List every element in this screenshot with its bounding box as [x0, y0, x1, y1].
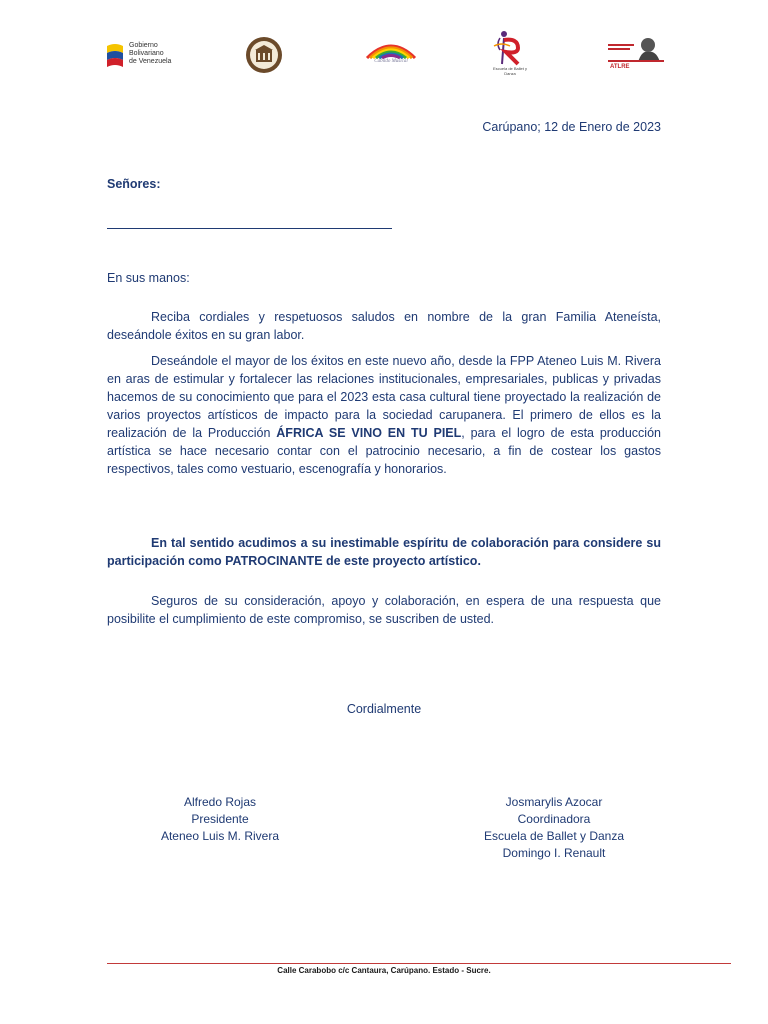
- rainbow-arc-icon: [365, 38, 417, 60]
- paragraph-greeting: Reciba cordiales y respetuosos saludos en nombre de la gran Familia Ateneísta, deseándole éxitos en su gran labor.: [107, 310, 661, 342]
- salutation: Señores:: [107, 177, 161, 191]
- ateneo-logo: [608, 36, 664, 76]
- gobierno-text-line3: de Venezuela: [129, 58, 172, 65]
- signer-org: Escuela de Ballet y Danza: [483, 829, 625, 843]
- letter-date: Carúpano; 12 de Enero de 2023: [482, 120, 661, 134]
- cabildo-logo-text: Cabildo Musical: [374, 59, 408, 64]
- signer-name: Josmarylis Azocar: [505, 795, 603, 809]
- footer-rule: [107, 963, 731, 964]
- gobierno-bolivariano-logo: [105, 40, 175, 74]
- signer-name: Alfredo Rojas: [183, 795, 257, 809]
- gobierno-text-line1: Gobierno: [129, 42, 158, 49]
- paragraph-project: [107, 352, 661, 478]
- production-title: ÁFRICA SE VINO EN TU PIEL: [276, 426, 462, 440]
- footer-address: Calle Carabobo c/c Cantaura, Carúpano. Estado - Sucre.: [277, 966, 491, 975]
- header-logos: [100, 30, 665, 85]
- closing: Cordialmente: [346, 702, 422, 716]
- signer-org-line2: Domingo I. Renault: [502, 846, 606, 860]
- ballet-r-logo-icon: [488, 30, 532, 66]
- ateneo-logo-text: ATLRE: [610, 64, 630, 70]
- paragraph-project-intro: Deseándole el mayor de los éxitos en este nuevo año, desde la FPP Ateneo Luis M. Rivera en aras de estimular y fortalecer las relaciones institucionales, empresariales, publicas y privadas hacemos de su conocimiento que para el 2023 esta casa cultural tiene proyectado la realización de varios proyectos artísticos de impacto para la sociedad carupanera. El primero de ellos es la realización de la Producción: [107, 354, 661, 440]
- ballet-logo-text: Escuela de Ballet y Danza: [492, 66, 528, 76]
- cabildo-rainbow-logo: [365, 38, 417, 68]
- signer-role: Coordinadora: [517, 812, 591, 826]
- recipient-blank-line: [107, 228, 392, 229]
- in-hands-line: En sus manos:: [107, 271, 190, 285]
- ballet-school-logo: [488, 30, 532, 80]
- gobierno-text-line2: Bolivariano: [129, 50, 164, 57]
- paragraph-sponsorship: En tal sentido acudimos a su inestimable espíritu de colaboración para considere su participación como PATROCINANTE de este proyecto artístico.: [107, 536, 661, 568]
- ateneo-logo-icon: [608, 36, 664, 64]
- institution-seal-logo: [245, 36, 283, 74]
- signature-left: [120, 794, 320, 845]
- paragraph-farewell: Seguros de su consideración, apoyo y colaboración, en espera de una respuesta que posibilite el cumplimiento de este compromiso, se suscriben de usted.: [107, 594, 661, 626]
- venezuela-flag-icon: [105, 42, 125, 70]
- signer-org: Ateneo Luis M. Rivera: [160, 829, 280, 843]
- signature-right: [454, 794, 654, 862]
- signer-role: Presidente: [191, 812, 249, 826]
- paragraph-project-rest: , para el logro de esta producción artística se hace necesario contar con el patrocinio necesario, a fin de costear los gastos respectivos, tales como vestuario, escenografía y honorarios.: [107, 426, 661, 476]
- institution-seal-icon: [245, 36, 283, 74]
- gobierno-logo-text: [129, 42, 171, 66]
